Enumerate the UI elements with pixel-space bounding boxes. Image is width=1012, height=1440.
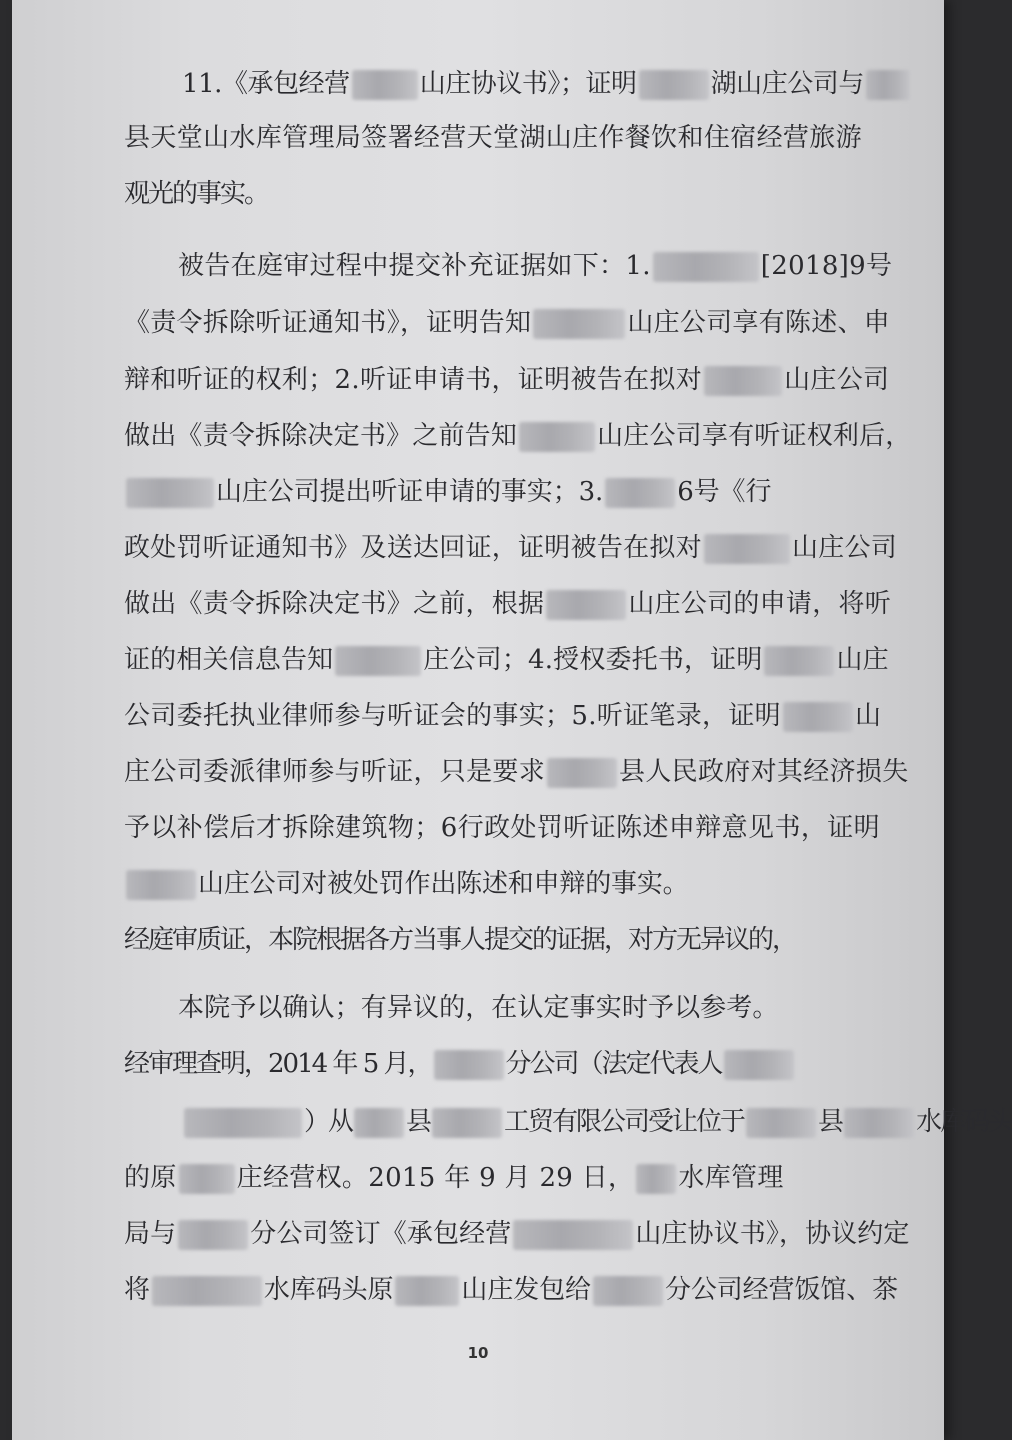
text-segment: 水库码头: [916, 1107, 1012, 1137]
redaction-blur: [546, 590, 626, 620]
redaction-blur: [179, 1164, 235, 1194]
text-segment: 辩和听证的权利；2.听证申请书，证明被告在拟对: [124, 365, 703, 395]
redaction-blur: [354, 1108, 404, 1138]
text-line: [12, 248, 944, 284]
text-segment: 11.《承包经营: [182, 69, 350, 99]
text-line: [12, 754, 944, 790]
redaction-blur: [639, 70, 709, 100]
text-segment: 工贸有限公司受让位于: [504, 1107, 745, 1137]
redaction-blur: [593, 1276, 663, 1306]
redaction-blur: [866, 70, 910, 100]
text-segment: 经审理查明，2014 年 5 月，: [124, 1049, 432, 1079]
text-segment: 分公司（法定代表人: [505, 1049, 722, 1079]
redaction-blur: [636, 1164, 676, 1194]
redaction-blur: [335, 646, 421, 676]
text-line: [12, 810, 944, 846]
text-segment: [2018]9号: [760, 251, 893, 281]
redaction-blur: [704, 534, 790, 564]
text-segment: 水库码头原: [263, 1275, 394, 1305]
text-line: [12, 66, 944, 102]
text-segment: 予以补偿后才拆除建筑物；6行政处罚听证陈述申辩意见书，证明: [124, 813, 881, 843]
text-segment: 做出《责令拆除决定书》之前告知: [124, 421, 518, 451]
redaction-blur: [184, 1108, 302, 1138]
text-segment: 山庄公司享有听证权利后，: [597, 421, 912, 451]
redaction-blur: [395, 1276, 459, 1306]
text-segment: 湖山庄公司与: [710, 69, 864, 99]
redaction-blur: [126, 870, 196, 900]
text-line: [12, 698, 944, 734]
text-segment: 县: [406, 1107, 431, 1137]
text-segment: 山庄发包给: [461, 1275, 591, 1305]
text-segment: 被告在庭审过程中提交补充证据如下：1.: [178, 251, 651, 281]
document-page: [12, 0, 1012, 1440]
redaction-blur: [746, 1108, 816, 1138]
redaction-blur: [547, 758, 617, 788]
redaction-blur: [533, 309, 625, 339]
text-line: [12, 922, 944, 958]
text-segment: 本院予以确认；有异议的，在认定事实时予以参考。: [178, 993, 779, 1023]
text-segment: 政处罚听证通知书》及送达回证，证明被告在拟对: [124, 533, 702, 563]
text-line: [12, 990, 944, 1026]
text-segment: 做出《责令拆除决定书》之前，根据: [124, 589, 545, 619]
page-number: 10: [467, 1344, 489, 1362]
text-segment: 山庄: [836, 645, 889, 675]
redaction-blur: [704, 366, 782, 396]
text-segment: 分公司经营饭馆、茶: [664, 1275, 899, 1305]
redaction-blur: [783, 702, 853, 732]
text-segment: 局与: [124, 1219, 177, 1249]
redaction-blur: [178, 1220, 248, 1250]
text-segment: 山庄协议书》；证明: [419, 69, 637, 99]
redaction-blur: [653, 252, 759, 282]
text-line: [12, 1046, 944, 1082]
text-segment: 水库管理: [678, 1163, 784, 1193]
text-segment: 庄经营权。2015 年 9 月 29 日，: [236, 1163, 635, 1193]
redaction-blur: [126, 478, 214, 508]
text-line: [12, 362, 944, 398]
redaction-blur: [152, 1276, 262, 1306]
text-line: [12, 120, 944, 156]
text-segment: 的原: [124, 1163, 177, 1193]
redaction-blur: [605, 478, 675, 508]
text-segment: 证的相关信息告知: [124, 645, 334, 675]
text-segment: 山庄公司提出听证申请的事实；3.: [216, 477, 604, 507]
text-line: [12, 1216, 944, 1252]
redaction-blur: [432, 1108, 502, 1138]
text-segment: 县人民政府对其经济损失: [619, 757, 909, 787]
text-segment: 山庄公司: [784, 365, 890, 395]
text-segment: 县天堂山水库管理局签署经营天堂湖山庄作餐饮和住宿经营旅游: [124, 123, 863, 153]
redaction-blur: [764, 646, 834, 676]
text-line: [12, 1160, 944, 1196]
text-segment: 将: [124, 1275, 150, 1305]
text-line: [12, 1104, 1012, 1140]
text-segment: ）从: [304, 1107, 353, 1137]
text-line: [12, 866, 944, 902]
text-line: [12, 176, 944, 212]
redaction-blur: [724, 1050, 794, 1080]
text-line: [12, 642, 944, 678]
text-segment: 县: [818, 1107, 843, 1137]
text-segment: 公司委托执业律师参与听证会的事实；5.听证笔录，证明: [124, 701, 781, 731]
text-segment: 分公司签订《承包经营: [250, 1219, 512, 1249]
text-line: [12, 1272, 944, 1308]
redaction-blur: [519, 422, 595, 452]
text-segment: 6号《行: [677, 477, 772, 507]
redaction-blur: [352, 70, 418, 100]
text-segment: 山庄公司: [791, 533, 898, 563]
text-segment: 庄公司；4.授权委托书，证明: [423, 645, 763, 675]
text-segment: 山庄公司的申请，将听: [628, 589, 892, 619]
text-segment: 经庭审质证，本院根据各方当事人提交的证据，对方无异议的，: [124, 925, 797, 955]
redaction-blur: [844, 1108, 914, 1138]
text-segment: 庄公司委派律师参与听证，只是要求: [124, 757, 546, 787]
text-segment: 山庄协议书》，协议约定: [635, 1219, 910, 1249]
text-line: [12, 418, 944, 454]
redaction-blur: [513, 1220, 633, 1250]
text-line: [12, 474, 944, 510]
text-segment: 山: [855, 701, 882, 731]
text-line: [12, 305, 944, 341]
text-segment: 山庄公司享有陈述、申: [627, 308, 891, 338]
text-segment: 山庄公司对被处罚作出陈述和申辩的事实。: [198, 869, 689, 899]
redaction-blur: [434, 1050, 504, 1080]
text-segment: 《责令拆除听证通知书》，证明告知: [124, 308, 532, 338]
text-line: [12, 586, 944, 622]
text-segment: 观光的事实。: [124, 179, 269, 209]
text-line: [12, 530, 944, 566]
